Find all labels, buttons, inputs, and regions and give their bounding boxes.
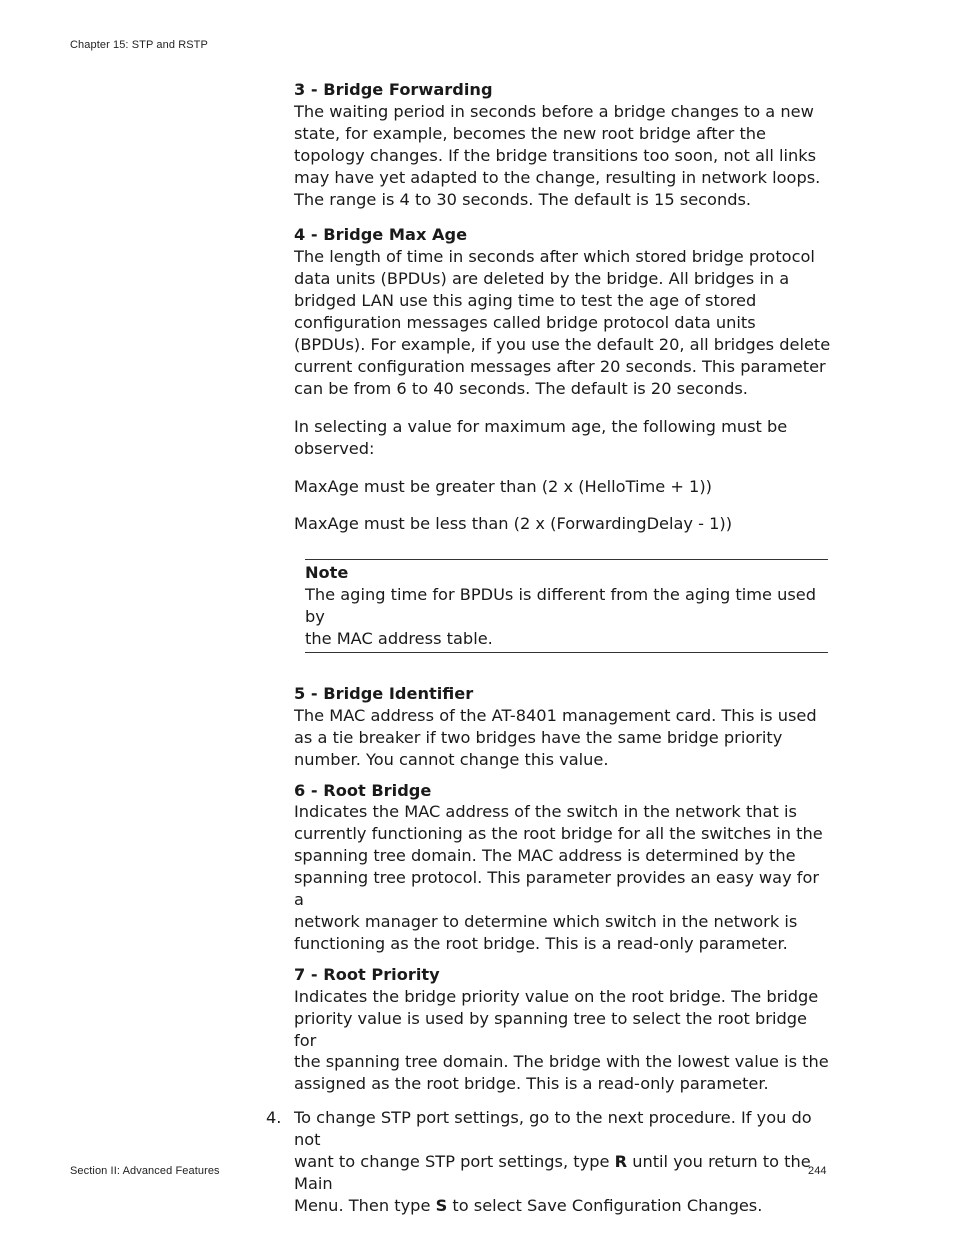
text-line: data units (BPDUs) are deleted by the bridge. All bridges in a <box>294 269 790 289</box>
text-line: In selecting a value for maximum age, the following must be <box>294 416 788 436</box>
text-line: want to change STP port settings, type <box>294 1152 615 1172</box>
text-line: The aging time for BPDUs is different from the aging time used by <box>305 585 817 627</box>
key-s: S <box>435 1195 448 1215</box>
running-footer-section: Section II: Advanced Features <box>70 1165 220 1177</box>
note-box <box>305 559 828 653</box>
param-bridge-max-age <box>294 224 834 399</box>
text-line: may have yet adapted to the change, resulting in network loops. <box>294 167 821 187</box>
page-number: 244 <box>808 1165 827 1177</box>
text-line: to select Save Configuration Changes. <box>447 1195 763 1215</box>
text-line: The range is 4 to 30 seconds. The default is 15 seconds. <box>294 189 752 209</box>
text-line: network manager to determine which switch in the network is <box>294 912 798 931</box>
maxage-intro <box>294 416 834 460</box>
param-title: 5 - Bridge Identifier <box>294 683 474 703</box>
text-line: topology changes. If the bridge transitions too soon, not all links <box>294 145 817 165</box>
text-line: as a tie breaker if two bridges have the same bridge priority <box>294 727 783 747</box>
page-body <box>266 79 834 1217</box>
param-bridge-identifier <box>294 683 834 771</box>
param-title: 6 - Root Bridge <box>294 780 432 800</box>
param-root-bridge <box>294 780 834 955</box>
text-line: bridged LAN use this aging time to test the age of stored <box>294 291 757 311</box>
step-number: 4. <box>266 1108 282 1128</box>
text-line: currently functioning as the root bridge for all the switches in the <box>294 824 823 844</box>
text-line: The MAC address of the AT-8401 management card. This is used <box>294 705 817 725</box>
text-line: The waiting period in seconds before a bridge changes to a new <box>294 101 814 121</box>
maxage-rule-greater: MaxAge must be greater than (2 x (HelloTime + 1)) <box>294 476 712 496</box>
text-line: spanning tree protocol. This parameter provides an easy way for a <box>294 868 820 910</box>
step-4 <box>266 1107 834 1217</box>
text-line: Indicates the MAC address of the switch in the network that is <box>294 802 797 822</box>
text-line: number. You cannot change this value. <box>294 749 609 769</box>
text-line: functioning as the root bridge. This is a read-only parameter. <box>294 933 788 953</box>
maxage-rule-less: MaxAge must be less than (2 x (ForwardingDelay - 1)) <box>294 514 733 534</box>
text-line: (BPDUs). For example, if you use the default 20, all bridges delete <box>294 334 831 354</box>
param-title: 3 - Bridge Forwarding <box>294 80 493 99</box>
text-line: the spanning tree domain. The bridge with the lowest value is the <box>294 1052 829 1072</box>
text-line: assigned as the root bridge. This is a read-only parameter. <box>294 1074 769 1094</box>
text-line: can be from 6 to 40 seconds. The default is 20 seconds. <box>294 378 748 398</box>
text-line: current configuration messages after 20 seconds. This parameter <box>294 356 826 376</box>
key-r: R <box>614 1152 628 1172</box>
text-line: state, for example, becomes the new root bridge after the <box>294 123 767 143</box>
param-title: 4 - Bridge Max Age <box>294 225 468 245</box>
text-line: priority value is used by spanning tree to select the root bridge for <box>294 1008 807 1050</box>
text-line: To change STP port settings, go to the next procedure. If you do not <box>294 1108 812 1150</box>
text-line: Indicates the bridge priority value on the root bridge. The bridge <box>294 986 819 1006</box>
text-line: the MAC address table. <box>305 629 493 649</box>
note-title: Note <box>305 563 349 583</box>
text-line: configuration messages called bridge protocol data units <box>294 313 756 333</box>
text-line: Menu. Then type <box>294 1195 436 1215</box>
text-line: until you return to the Main <box>294 1152 811 1193</box>
param-bridge-forwarding <box>294 79 834 210</box>
text-line: spanning tree domain. The MAC address is determined by the <box>294 846 796 866</box>
text-line: observed: <box>294 438 375 458</box>
running-header: Chapter 15: STP and RSTP <box>70 39 208 51</box>
text-line: The length of time in seconds after which stored bridge protocol <box>294 247 815 267</box>
param-title: 7 - Root Priority <box>294 964 440 984</box>
param-root-priority <box>294 964 834 1095</box>
